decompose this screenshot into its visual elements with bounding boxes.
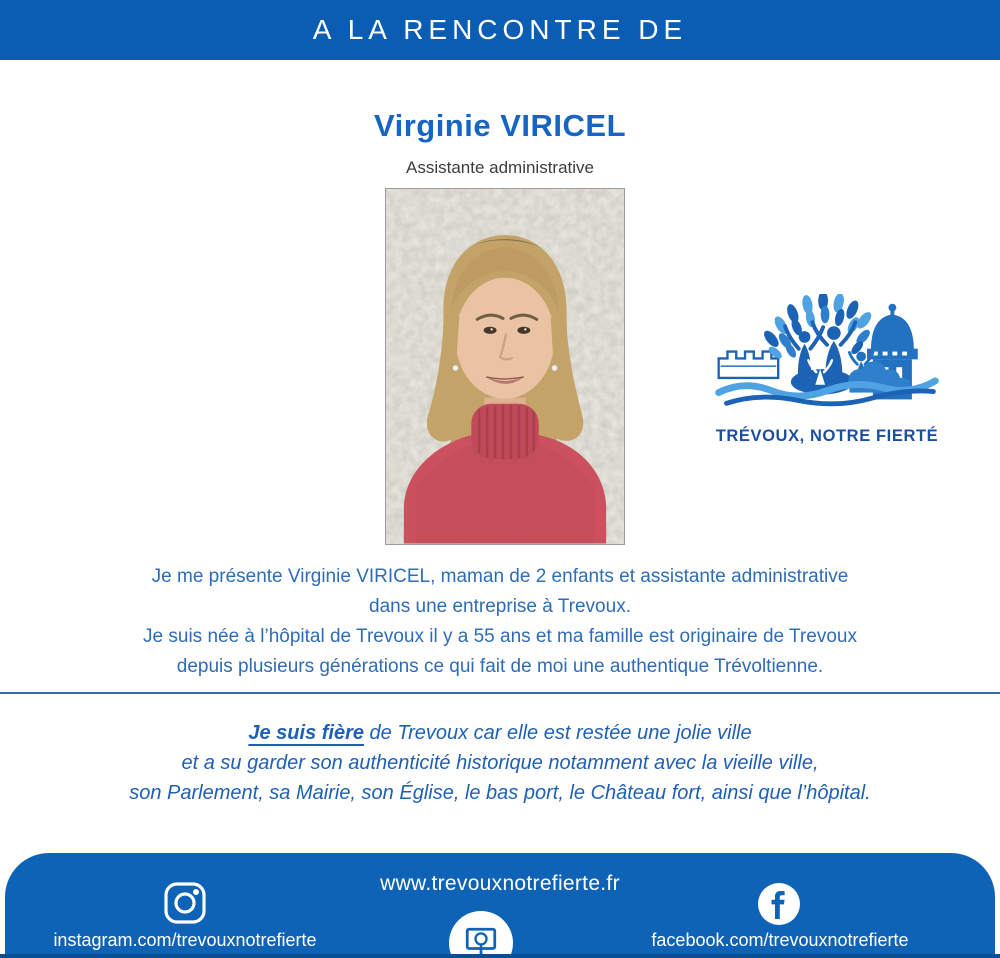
instagram-icon[interactable] <box>163 881 207 925</box>
monitor-icon-glyph <box>459 921 503 958</box>
quote-paragraph <box>0 718 1000 808</box>
facebook-link[interactable]: facebook.com/trevouxnotrefierte <box>651 930 909 950</box>
quote-after-highlight: de Trevoux car elle est restée une jolie ville <box>364 722 752 744</box>
quote-line: et a su garder son authenticité historique notamment avec la vieille ville, <box>181 752 819 774</box>
intro-line: Je suis née à l’hôpital de Trevoux il y a 55 ans et ma famille est originaire de Trevoux <box>143 626 857 647</box>
monitor-icon[interactable] <box>449 911 513 958</box>
quote-line <box>0 718 1000 748</box>
logo <box>706 294 948 446</box>
logo-caption: TRÉVOUX, NOTRE FIERTÉ <box>715 427 939 445</box>
section-divider <box>0 692 1000 694</box>
footer <box>5 853 995 958</box>
profile-name: Virginie VIRICEL <box>373 108 627 143</box>
bottom-edge-strip <box>0 954 1000 958</box>
intro-paragraph <box>0 562 1000 682</box>
intro-line: depuis plusieurs générations ce qui fait de moi une authentique Trévoltienne. <box>176 656 824 677</box>
portrait-photo <box>385 188 625 545</box>
quote-line: son Parlement, sa Mairie, son Église, le bas port, le Château fort, ainsi que l’hôpital. <box>129 782 871 804</box>
header-banner <box>0 0 1000 60</box>
logo-illustration <box>712 294 942 416</box>
intro-line: Je me présente Virginie VIRICEL, maman de 2 enfants et assistante administrative <box>151 566 849 587</box>
website-link[interactable]: www.trevouxnotrefierte.fr <box>380 872 620 895</box>
quote-highlight: Je suis fière <box>248 722 364 744</box>
facebook-icon-glyph <box>758 883 800 925</box>
facebook-icon[interactable] <box>758 883 800 925</box>
banner-title: A LA RENCONTRE DE <box>312 14 688 45</box>
portrait-illustration <box>386 189 624 544</box>
intro-line: dans une entreprise à Trevoux. <box>369 596 631 617</box>
instagram-link[interactable]: instagram.com/trevouxnotrefierte <box>53 930 317 950</box>
profile-role: Assistante administrative <box>405 158 595 177</box>
